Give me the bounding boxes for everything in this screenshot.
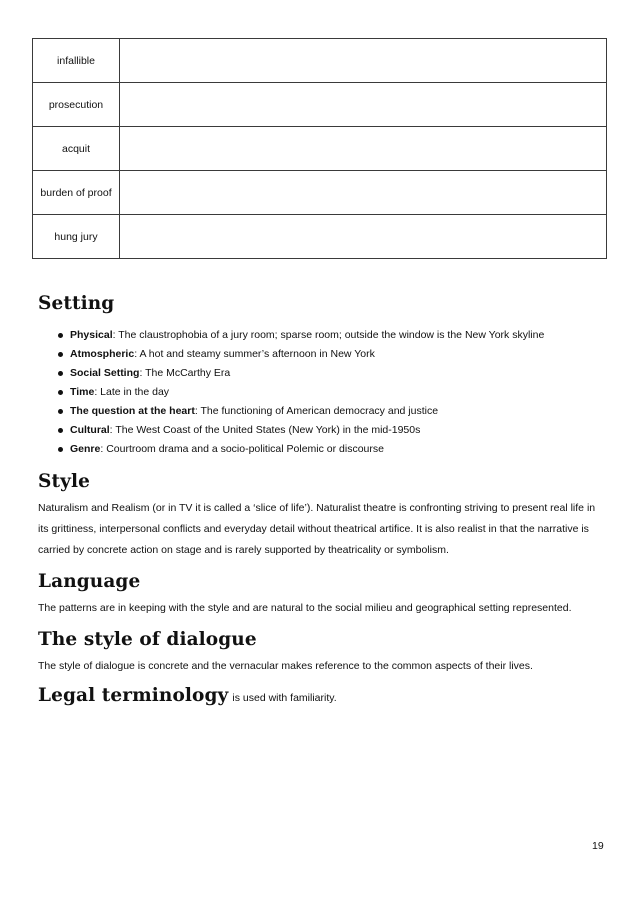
table-row [33,39,607,83]
item-label: The question at the heart [70,405,195,417]
list-item [38,421,580,440]
bullet-icon [58,428,63,433]
style-heading: Style [38,471,90,492]
setting-list [38,326,604,459]
item-text: : The West Coast of the United States (New York) in the mid-1950s [109,424,421,436]
item-text: : The McCarthy Era [139,367,231,379]
legal-text: is used with familiarity. [232,692,337,704]
language-paragraph: The patterns are in keeping with the style and are natural to the social milieu and geographical setting represented. [38,602,572,614]
item-label: Physical [70,329,113,341]
definition-cell [120,215,607,259]
term-cell: prosecution [33,83,120,127]
table-row [33,171,607,215]
item-text: : Late in the day [94,386,170,398]
dialogue-heading: The style of dialogue [38,629,257,650]
term-cell: acquit [33,127,120,171]
item-text: : The claustrophobia of a jury room; sparse room; outside the window is the New York skyline [112,329,545,341]
term-cell: burden of proof [33,171,120,215]
setting-heading: Setting [38,293,115,314]
bullet-icon [58,352,63,357]
definition-cell [120,127,607,171]
bullet-icon [58,447,63,452]
bullet-icon [58,409,63,414]
list-item [38,345,580,364]
item-label: Atmospheric [70,348,135,360]
bullet-icon [58,371,63,376]
definition-cell [120,83,607,127]
language-heading: Language [38,571,141,592]
item-label: Cultural [70,424,110,436]
item-text: : Courtroom drama and a socio-political Polemic or discourse [100,443,384,455]
item-text: : The functioning of American democracy and justice [194,405,439,417]
table-row [33,83,607,127]
item-label: Genre [70,443,101,455]
list-item [38,364,580,383]
item-text: : A hot and steamy summer’s afternoon in New York [134,348,375,360]
dialogue-paragraph: The style of dialogue is concrete and the vernacular makes reference to the common aspects of their lives. [38,660,533,672]
legal-terminology-line [38,685,604,706]
page-number: 19 [592,840,604,852]
item-label: Time [70,386,95,398]
list-item [38,440,580,459]
style-paragraph: Naturalism and Realism (or in TV it is called a ‘slice of life’). Naturalist theatre is confronting striving to present real life in its grittiness, interpersonal conflicts and everyday detail without theatrical artifice. It is also realist in that the narrative is carried by concrete action on stage and is rarely supported by theatricality or symbolism. [38,502,596,556]
main-content [38,287,604,706]
definition-cell [120,171,607,215]
definition-cell [120,39,607,83]
bullet-icon [58,390,63,395]
list-item [38,402,580,421]
term-cell: infallible [33,39,120,83]
list-item [38,326,580,345]
term-cell: hung jury [33,215,120,259]
bullet-icon [58,333,63,338]
legal-heading: Legal terminology [38,685,229,706]
item-label: Social Setting [70,367,140,379]
table-row [33,127,607,171]
table-row [33,215,607,259]
list-item [38,383,580,402]
vocabulary-table [32,38,607,259]
